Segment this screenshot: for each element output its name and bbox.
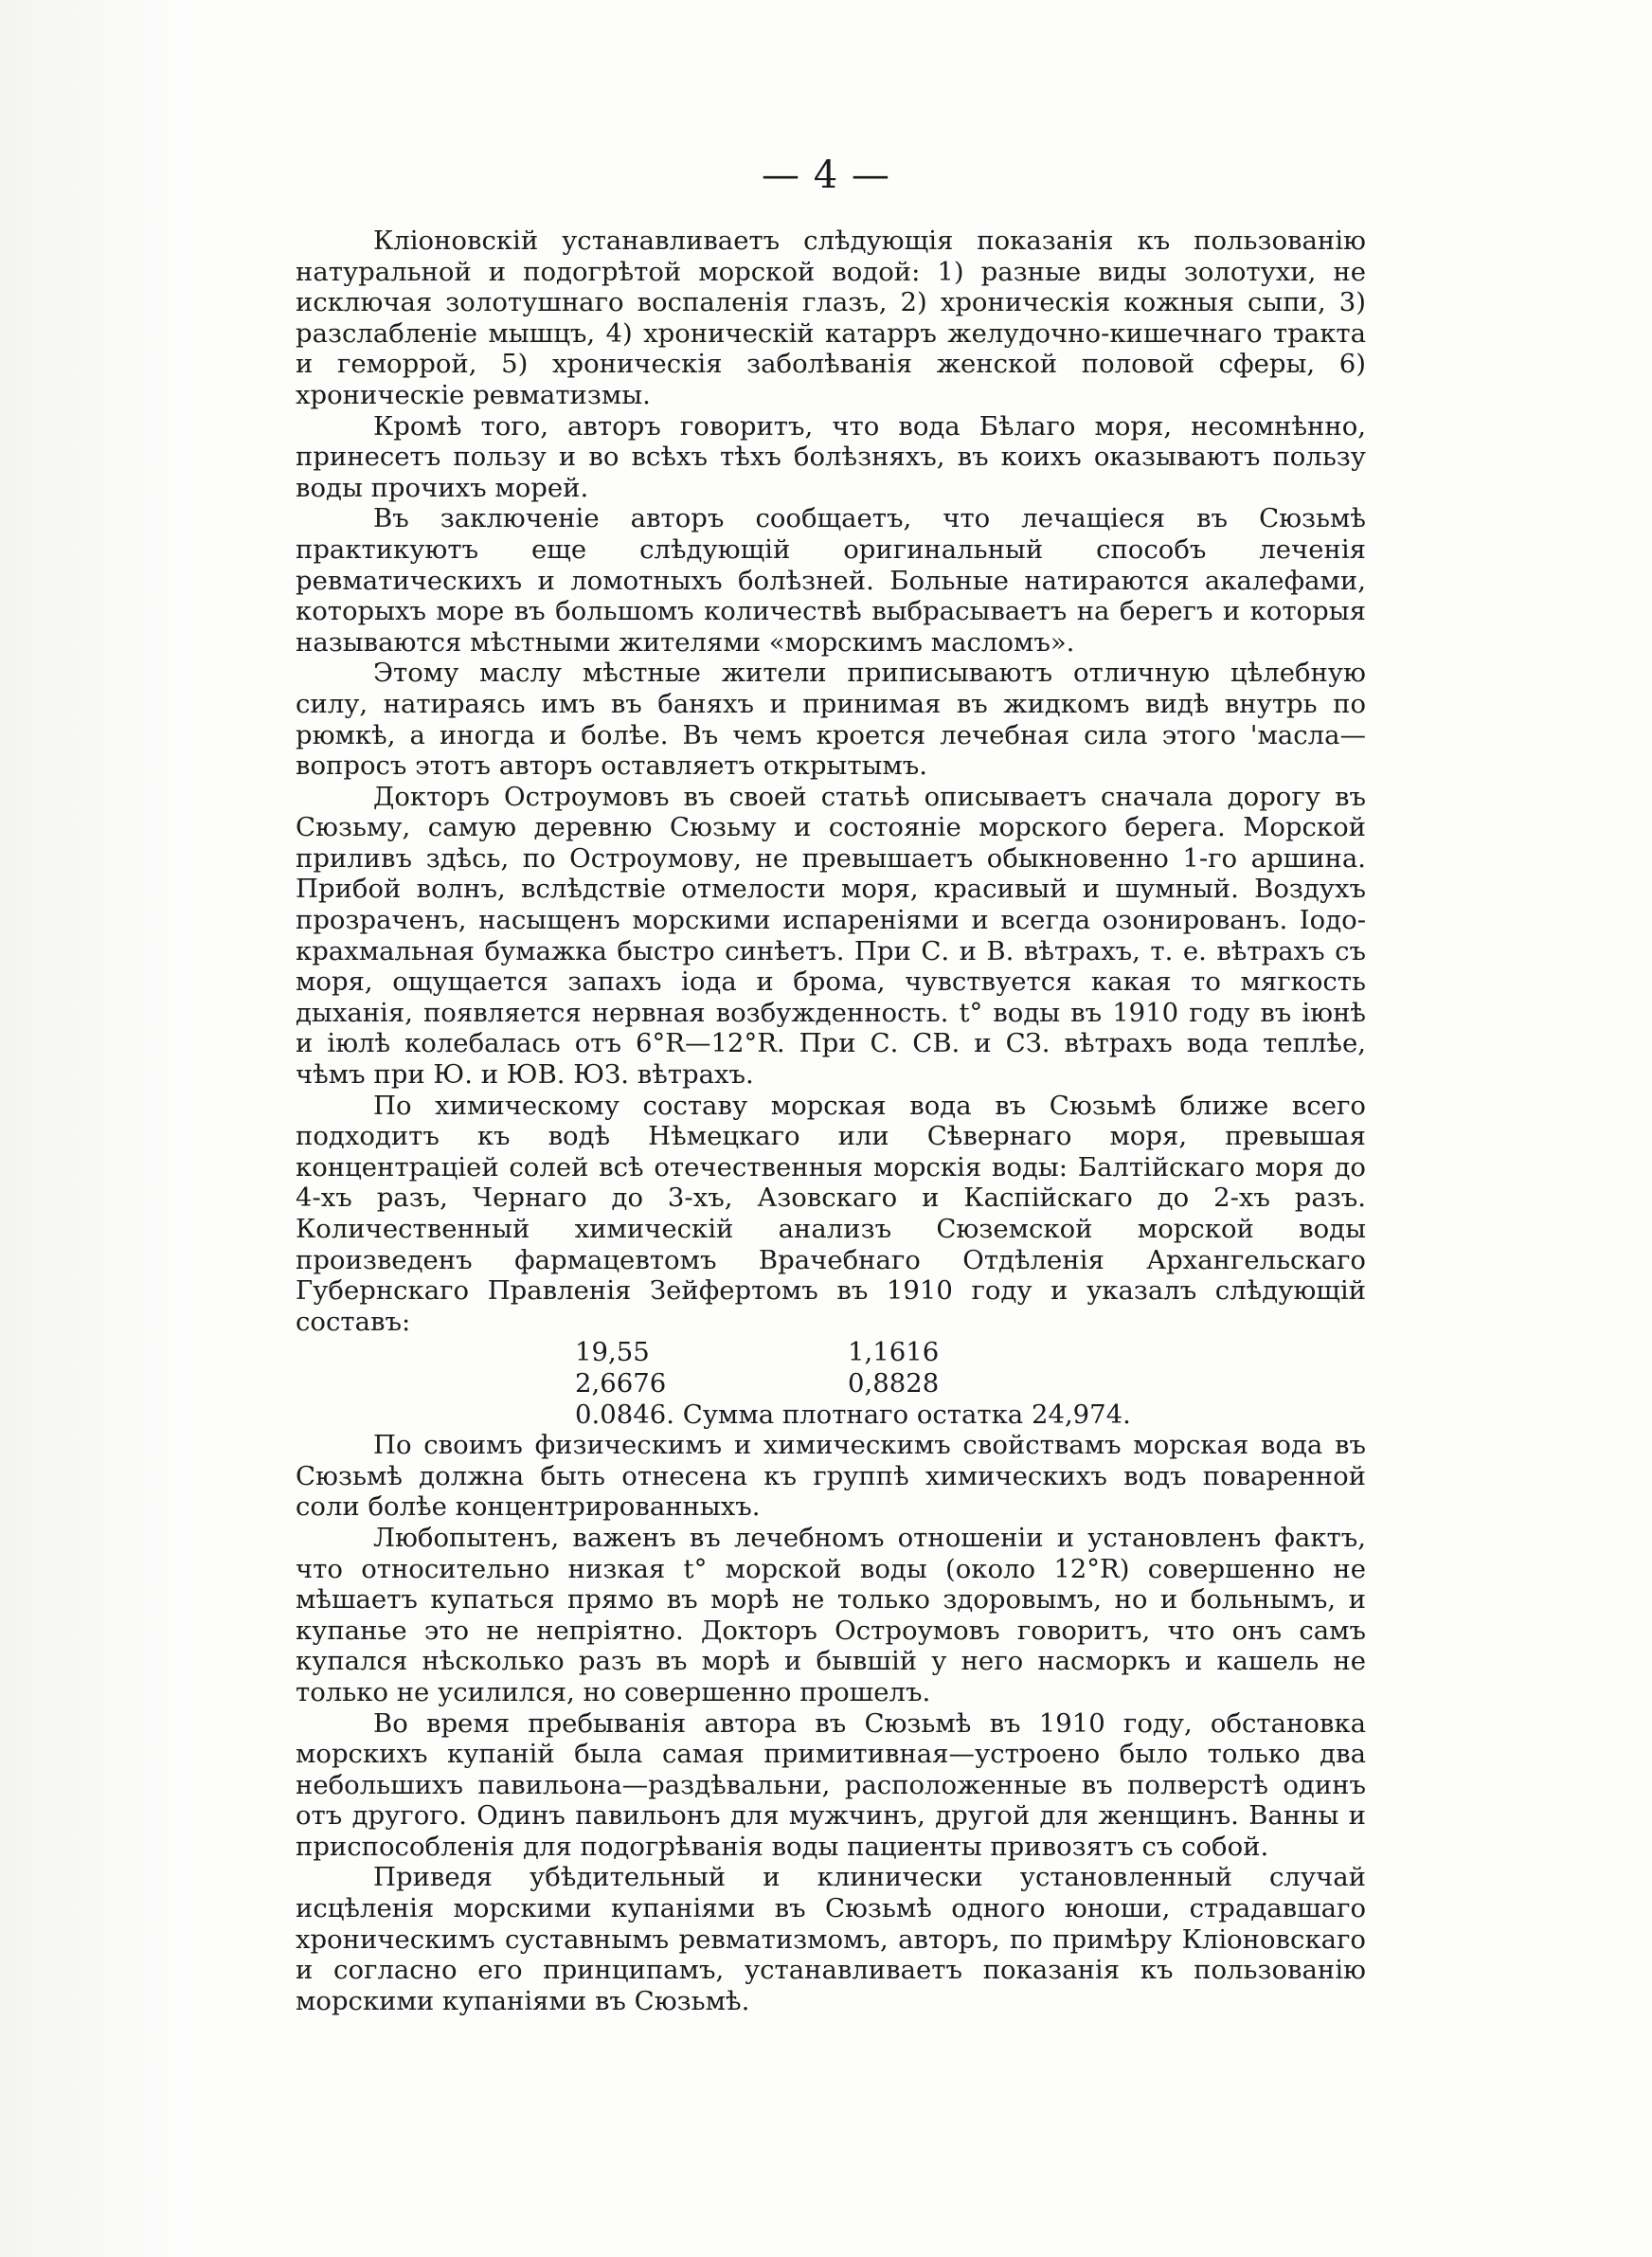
paragraph-6: По химическому составу морская вода въ Сюзьмѣ ближе всего подходитъ къ водѣ Нѣмецкаго или Сѣвернаго моря, превышая концентраціей солей всѣ отечественныя морскія воды: Балтійскаго моря до 4-хъ разъ, Чернаго до 3-хъ, Азовскаго и Каспійскаго до 2-хъ разъ. Количественный химическій анализъ Сюземской морской воды произведенъ фармацевтомъ Врачебнаго Отдѣленія Архангельскаго Губернскаго Правленія Зейфертомъ въ 1910 году и указалъ слѣдующій составъ: [296,1090,1366,1337]
analysis-value: 2,6676 [575,1367,667,1399]
page-edge-shadow [0,0,194,2257]
page-number: — 4 — [762,153,890,197]
analysis-row [296,1368,1366,1399]
analysis-value: 1,1616 [848,1337,940,1368]
paragraph-4: Этому маслу мѣстные жители приписываютъ отличную цѣлебную силу, натираясь имъ въ баняхъ и принимая въ жидкомъ видѣ внутрь по рюмкѣ, а иногда и болѣе. Въ чемъ кроется лечебная сила этого 'масла—вопросъ этотъ авторъ оставляетъ открытымъ. [296,658,1366,782]
paragraph-1: Кліоновскій устанавливаетъ слѣдующія показанія къ пользованію натуральной и подогрѣтой морской водой: 1) разные виды золотухи, не исключая золотушнаго воспаленія глазъ, 2) хроническія кожныя сыпи, 3) разслабленіе мышцъ, 4) хроническій катарръ желудочно-кишечнаго тракта и геморрой, 5) хроническія заболѣванія женской половой сферы, 6) хроническіе ревматизмы. [296,226,1366,410]
body-text [296,226,1366,2016]
paragraph-8: Любопытенъ, важенъ въ лечебномъ отношеніи и установленъ фактъ, что относительно низкая t° морской воды (около 12°R) совершенно не мѣшаетъ купаться прямо въ морѣ не только здоровымъ, но и больнымъ, и купанье это не непріятно. Докторъ Остроумовъ говоритъ, что онъ самъ купался нѣсколько разъ въ морѣ и бывшій у него насморкъ и кашель не только не усилился, но совершенно прошелъ. [296,1522,1366,1707]
paragraph-3: Въ заключеніе авторъ сообщаетъ, что лечащіеся въ Сюзьмѣ практикуютъ еще слѣдующій оригинальный способъ леченія ревматическихъ и ломотныхъ болѣзней. Больные натираются акалефами, которыхъ море въ большомъ количествѣ выбрасываетъ на берегъ и которыя называются мѣстными жителями «морскимъ масломъ». [296,503,1366,658]
analysis-row [296,1337,1366,1368]
analysis-sum: 0.0846. Сумма плотнаго остатка 24,974. [575,1399,1131,1430]
paragraph-7: По своимъ физическимъ и химическимъ свойствамъ морская вода въ Сюзьмѣ должна быть отнесена къ группѣ химическихъ водъ поваренной соли болѣе концентрированныхъ. [296,1430,1366,1523]
analysis-value: 0,8828 [848,1367,940,1399]
paragraph-9: Во время пребыванія автора въ Сюзьмѣ въ 1910 году, обстановка морскихъ купаній была самая примитивная—устроено было только два небольшихъ павильона—раздѣвальни, расположенные въ полверстѣ одинъ отъ другого. Одинъ павильонъ для мужчинъ, другой для женщинъ. Ванны и приспособленія для подогрѣванія воды пациенты привозятъ съ собой. [296,1707,1366,1862]
chemical-analysis [296,1337,1366,1430]
paragraph-10: Приведя убѣдительный и клинически установленный случай исцѣленія морскими купаніями въ Сюзьмѣ одного юноши, страдавшаго хроническимъ суставнымъ ревматизмомъ, авторъ, по примѣру Кліоновскаго и согласно его принципамъ, устанавливаетъ показанія къ пользованію морскими купаніями въ Сюзьмѣ. [296,1862,1366,2016]
paragraph-5: Докторъ Остроумовъ въ своей статьѣ описываетъ сначала дорогу въ Сюзьму, самую деревню Сюзьму и состояніе морского берега. Морской приливъ здѣсь, по Остроумову, не превышаетъ обыкновенно 1-го аршина. Прибой волнъ, вслѣдствіе отмелости моря, красивый и шумный. Воздухъ прозраченъ, насыщенъ морскими испареніями и всегда озонированъ. Іодо-крахмальная бумажка быстро синѣетъ. При С. и В. вѣтрахъ, т. е. вѣтрахъ съ моря, ощущается запахъ іода и брома, чувствуется какая то мягкость дыханія, появляется нервная возбужденность. t° воды въ 1910 году въ іюнѣ и іюлѣ колебалась отъ 6°R—12°R. При С. СВ. и СЗ. вѣтрахъ вода теплѣе, чѣмъ при Ю. и ЮВ. ЮЗ. вѣтрахъ. [296,781,1366,1091]
analysis-value: 19,55 [575,1337,650,1368]
paragraph-2: Кромѣ того, авторъ говоритъ, что вода Бѣлаго моря, несомнѣнно, принесетъ пользу и во всѣхъ тѣхъ болѣзняхъ, въ коихъ оказываютъ пользу воды прочихъ морей. [296,410,1366,503]
